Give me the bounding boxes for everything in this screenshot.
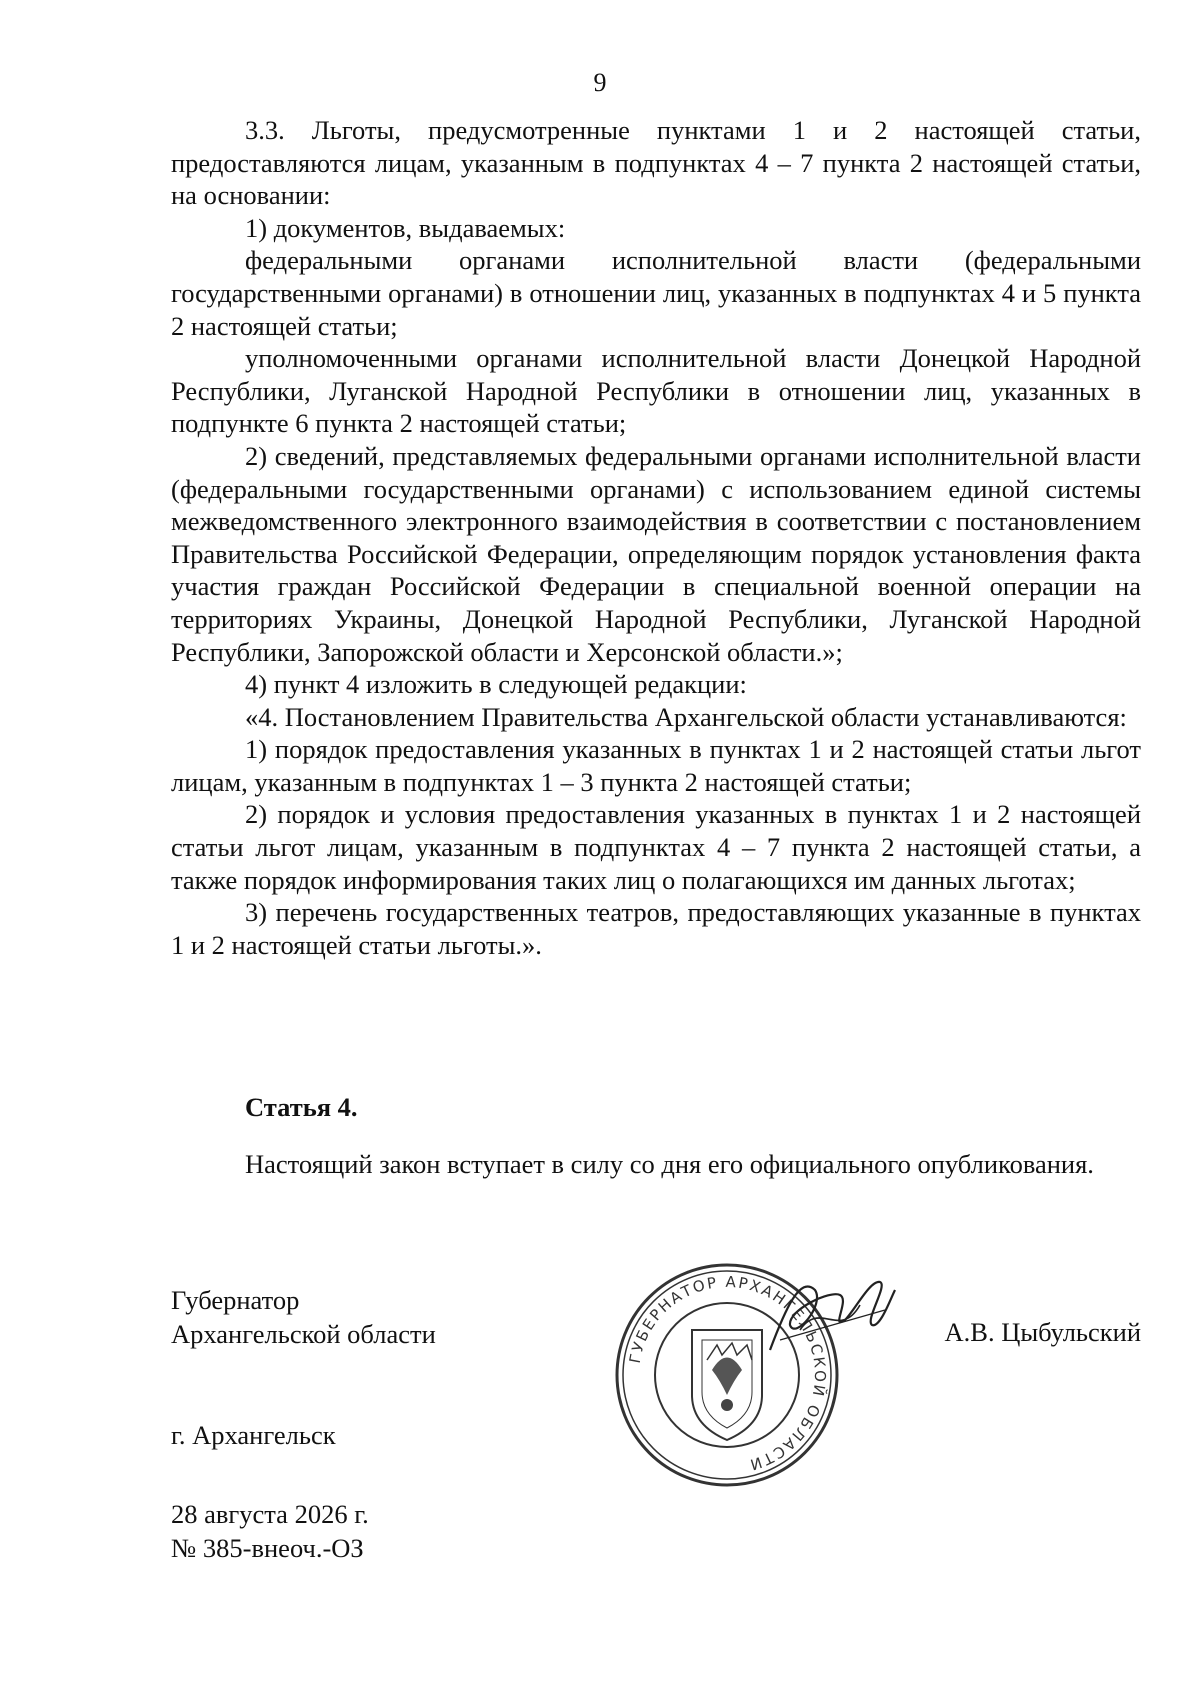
handwritten-signature-icon [760, 1270, 900, 1360]
signatory-title-line-1: Губернатор [171, 1285, 300, 1315]
signatory-title-line-2: Архангельской области [171, 1319, 436, 1349]
law-date: 28 августа 2026 г. [171, 1499, 369, 1529]
paragraph-theatre-list: 3) перечень государственных театров, предоставляющих указанные в пунктах 1 и 2 настоящей статьи льготы.». [171, 897, 1141, 960]
effective-clause [171, 1148, 1141, 1181]
paragraph-documents: 1) документов, выдаваемых: [245, 212, 566, 243]
document-body [171, 114, 1141, 961]
paragraph-3-3: 3.3. Льготы, предусмотренные пунктами 1 и 2 настоящей статьи, предоставляются лицам, указанным в подпунктах 4 – 7 пункта 2 настоящей статьи, на основании: [171, 115, 1141, 211]
paragraph-order-2: 2) порядок и условия предоставления указанных в пунктах 1 и 2 настоящей статьи льгот лицам, указанным в подпунктах 4 – 7 пункта 2 настоящей статьи, а также порядок информирования таких лиц о полагающихся им данных льготах; [171, 799, 1141, 895]
paragraph-order-1: 1) порядок предоставления указанных в пунктах 1 и 2 настоящей статьи льгот лицам, указанным в подпунктах 1 – 3 пункта 2 настоящей статьи; [171, 734, 1141, 797]
page-number: 9 [593, 68, 607, 97]
paragraph-resolution: «4. Постановлением Правительства Архангельской области устанавливаются: [245, 701, 1127, 732]
paragraph-authorized-organs: уполномоченными органами исполнительной власти Донецкой Народной Республики, Луганской Народной Республики в отношении лиц, указанных в подпункте 6 пункта 2 настоящей статьи; [171, 343, 1141, 439]
effective-text: Настоящий закон вступает в силу со дня его официального опубликования. [245, 1149, 1094, 1179]
law-number: № 385-внеоч.-ОЗ [171, 1533, 364, 1563]
city: г. Архангельск [171, 1420, 336, 1450]
paragraph-item-4: 4) пункт 4 изложить в следующей редакции: [245, 669, 747, 700]
seal-text: ГУБЕРНАТОР АРХАНГЕЛЬСКОЙ ОБЛАСТИ [625, 1272, 830, 1475]
coat-of-arms-icon [692, 1330, 762, 1440]
article-heading: Статья 4. [245, 1092, 358, 1122]
signatory-name: А.В. Цыбульский [944, 1317, 1141, 1347]
paragraph-federal-organs: федеральными органами исполнительной власти (федеральными государственными органами) в отношении лиц, указанных в подпунктах 4 и 5 пункта 2 настоящей статьи; [171, 245, 1141, 341]
law-details [171, 1497, 369, 1565]
paragraph-information: 2) сведений, представляемых федеральными органами исполнительной власти (федеральными государственными органами) с использованием единой системы межведомственного электронного взаимодействия в соответствии с постановлением Правительства Российской Федерации, определяющим порядок установления факта участия граждан Российской Федерации в специальной военной операции на территориях Украины, Донецкой Народной Республики, Луганской Народной Республики, Запорожской области и Херсонской области.»; [171, 440, 1141, 667]
signatory-title [171, 1283, 436, 1351]
